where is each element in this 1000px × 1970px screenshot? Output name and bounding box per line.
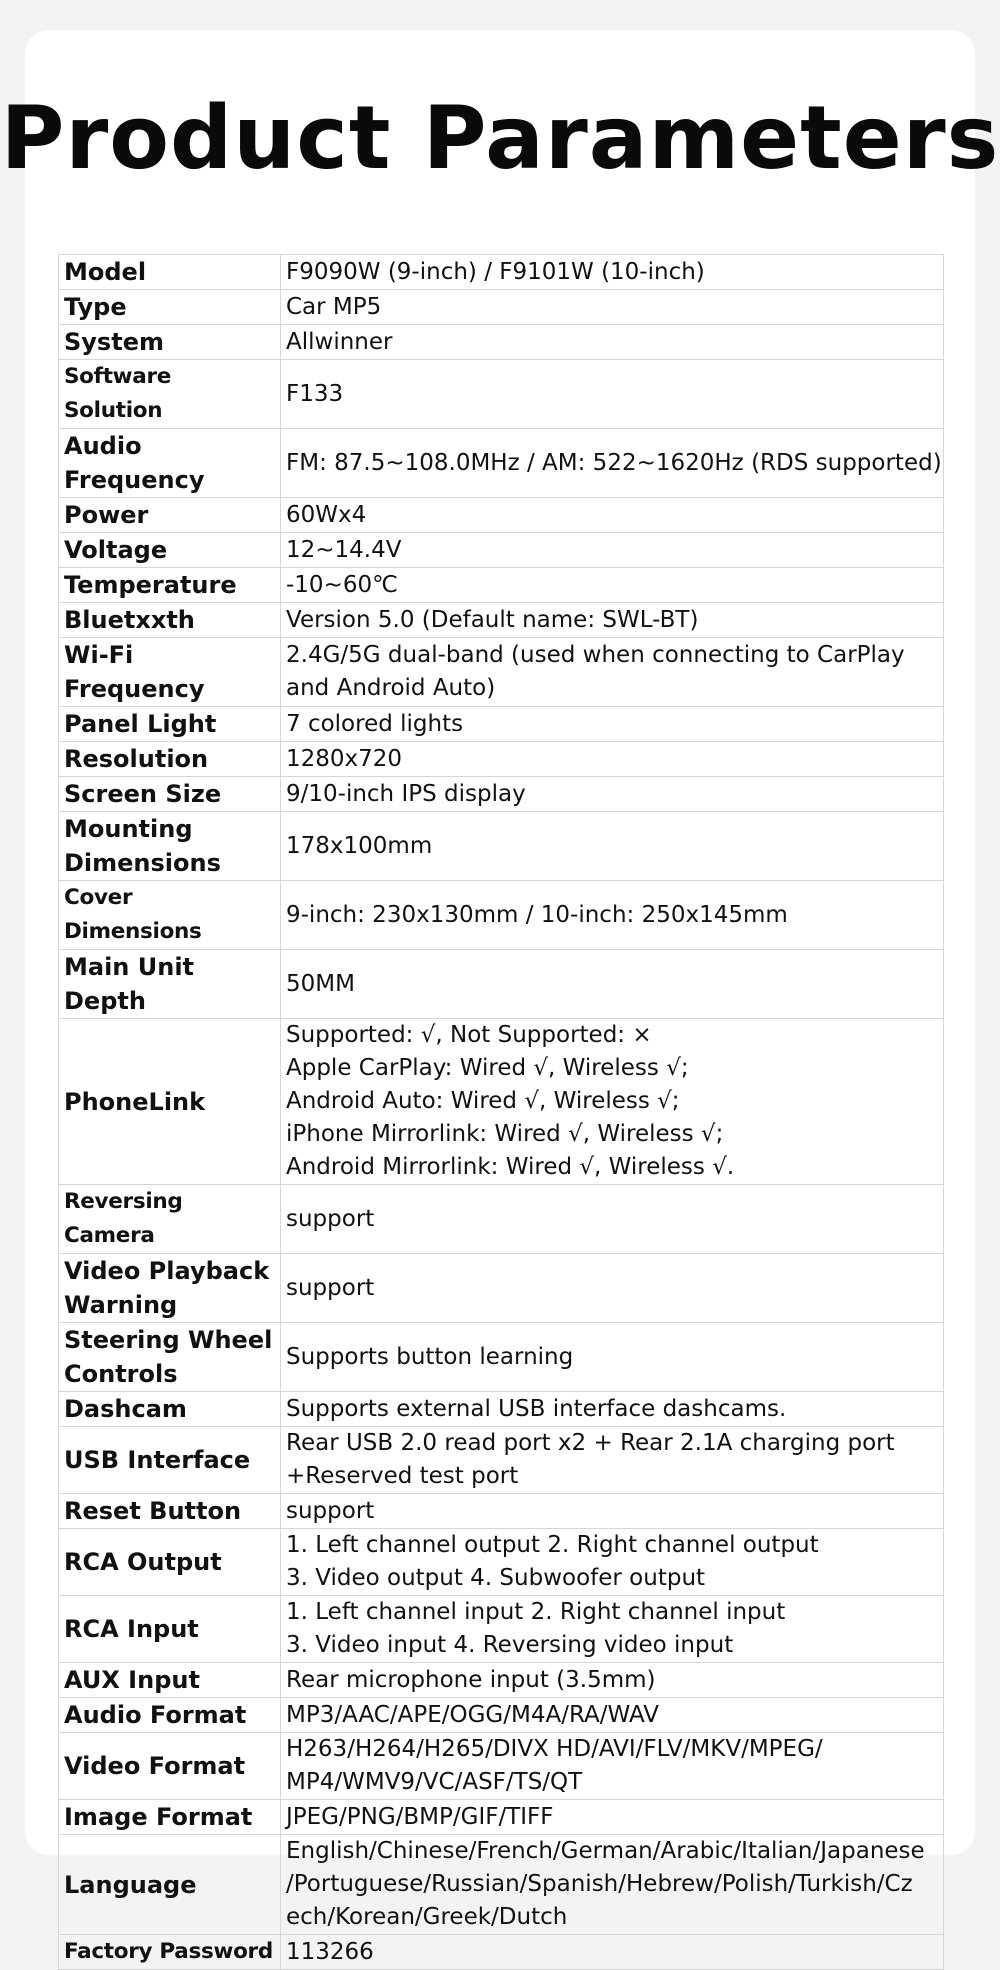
param-value (281, 1019, 944, 1185)
table-row (59, 1935, 944, 1970)
param-value (281, 707, 944, 742)
param-value-line: support (286, 1274, 375, 1301)
param-label: Image Format (59, 1800, 281, 1835)
param-value-line: Apple CarPlay: Wired √, Wireless √; (286, 1055, 689, 1081)
param-label: Voltage (59, 533, 281, 568)
param-value (281, 1254, 944, 1323)
param-value (281, 498, 944, 533)
param-value-line: iPhone Mirrorlink: Wired √, Wireless √; (286, 1121, 724, 1147)
param-value-line: F133 (286, 380, 344, 407)
param-value-line: Car MP5 (286, 293, 382, 320)
param-value-line: FM: 87.5~108.0MHz / AM: 522~1620Hz (RDS supported) (286, 449, 942, 476)
param-value-line: Rear microphone input (3.5mm) (286, 1666, 656, 1693)
table-row (59, 707, 944, 742)
table-row (59, 1019, 944, 1185)
param-value-line: MP4/WMV9/VC/ASF/TS/QT (286, 1769, 583, 1795)
table-row (59, 1529, 944, 1596)
param-value-line: ech/Korean/Greek/Dutch (286, 1904, 568, 1930)
param-label: Video Format (59, 1733, 281, 1800)
param-value (281, 360, 944, 429)
table-row (59, 812, 944, 881)
param-label: Dashcam (59, 1392, 281, 1427)
param-label: RCA Output (59, 1529, 281, 1596)
table-row (59, 603, 944, 638)
table-row (59, 325, 944, 360)
param-value-line: Rear USB 2.0 read port x2 + Rear 2.1A charging port (286, 1430, 895, 1456)
param-value (281, 1698, 944, 1733)
param-value (281, 1494, 944, 1529)
param-label: Mounting Dimensions (59, 812, 281, 881)
param-label: Model (59, 255, 281, 290)
param-label: AUX Input (59, 1663, 281, 1698)
param-value-line: H263/H264/H265/DIVX HD/AVI/FLV/MKV/MPEG/ (286, 1736, 823, 1762)
param-value (281, 812, 944, 881)
param-value-line: 50MM (286, 970, 355, 997)
param-value-line: and Android Auto) (286, 675, 496, 701)
param-value-line: Android Mirrorlink: Wired √, Wireless √. (286, 1154, 735, 1180)
table-row (59, 429, 944, 498)
param-value-line: +Reserved test port (286, 1463, 519, 1489)
param-value (281, 742, 944, 777)
param-value-line: Allwinner (286, 328, 393, 355)
param-value (281, 533, 944, 568)
param-label: PhoneLink (59, 1019, 281, 1185)
param-value-line: Android Auto: Wired √, Wireless √; (286, 1088, 680, 1114)
table-row (59, 1392, 944, 1427)
table-row (59, 498, 944, 533)
param-value-line: JPEG/PNG/BMP/GIF/TIFF (286, 1803, 554, 1830)
param-label: Power (59, 498, 281, 533)
param-value-line: Version 5.0 (Default name: SWL-BT) (286, 606, 699, 633)
param-value (281, 1185, 944, 1254)
table-row (59, 881, 944, 950)
param-label: Bluetxxth (59, 603, 281, 638)
table-row (59, 533, 944, 568)
param-label: Factory Password (59, 1935, 281, 1970)
param-label: Main Unit Depth (59, 950, 281, 1019)
table-row (59, 1663, 944, 1698)
param-value-line: 12~14.4V (286, 536, 402, 563)
param-value (281, 1529, 944, 1596)
param-label: System (59, 325, 281, 360)
param-label: Steering Wheel Controls (59, 1323, 281, 1392)
param-label: Language (59, 1835, 281, 1935)
param-value-line: 113266 (286, 1938, 374, 1965)
param-label: USB Interface (59, 1427, 281, 1494)
param-value-line: 60Wx4 (286, 501, 367, 528)
param-value (281, 1427, 944, 1494)
param-label: Type (59, 290, 281, 325)
param-label: Wi-Fi Frequency (59, 638, 281, 707)
table-row (59, 742, 944, 777)
param-label: Screen Size (59, 777, 281, 812)
param-value-line: Supports button learning (286, 1343, 574, 1370)
param-value-line: 1. Left channel input 2. Right channel input (286, 1599, 786, 1625)
table-row (59, 1835, 944, 1935)
param-label: Panel Light (59, 707, 281, 742)
table-row (59, 568, 944, 603)
param-value-line: 1280x720 (286, 745, 403, 772)
param-value (281, 1323, 944, 1392)
param-value (281, 1733, 944, 1800)
param-label: Cover Dimensions (59, 881, 281, 950)
param-value (281, 638, 944, 707)
table-row (59, 1254, 944, 1323)
param-value (281, 255, 944, 290)
param-value-line: MP3/AAC/APE/OGG/M4A/RA/WAV (286, 1701, 659, 1728)
param-value-line: support (286, 1205, 375, 1232)
param-value-line: Supported: √, Not Supported: × (286, 1022, 652, 1048)
page-title: Product Parameters (0, 87, 1000, 189)
param-label: Software Solution (59, 360, 281, 429)
param-value (281, 568, 944, 603)
table-row (59, 777, 944, 812)
param-value (281, 950, 944, 1019)
param-value (281, 1596, 944, 1663)
param-value (281, 325, 944, 360)
param-value (281, 1663, 944, 1698)
param-value-line: English/Chinese/French/German/Arabic/Italian/Japanese (286, 1838, 925, 1864)
param-value (281, 881, 944, 950)
table-row (59, 1185, 944, 1254)
table-row (59, 950, 944, 1019)
param-label: Video Playback Warning (59, 1254, 281, 1323)
table-row (59, 1800, 944, 1835)
param-label: Resolution (59, 742, 281, 777)
table-row (59, 1427, 944, 1494)
table-row (59, 1494, 944, 1529)
parameters-table (58, 254, 944, 1970)
table-row (59, 1323, 944, 1392)
param-value (281, 290, 944, 325)
param-value-line: -10~60℃ (286, 571, 398, 598)
param-value-line: /Portuguese/Russian/Spanish/Hebrew/Polish/Turkish/Cz (286, 1871, 913, 1897)
param-value (281, 1935, 944, 1970)
param-value (281, 1800, 944, 1835)
table-row (59, 255, 944, 290)
param-value-line: F9090W (9-inch) / F9101W (10-inch) (286, 258, 705, 285)
param-value (281, 1392, 944, 1427)
param-label: Temperature (59, 568, 281, 603)
param-value-line: 9-inch: 230x130mm / 10-inch: 250x145mm (286, 901, 788, 928)
param-value-line: support (286, 1497, 375, 1524)
param-value (281, 1835, 944, 1935)
table-row (59, 360, 944, 429)
param-value (281, 603, 944, 638)
parameters-table-body (59, 255, 944, 1970)
param-value (281, 429, 944, 498)
table-row (59, 1596, 944, 1663)
param-label: Reset Button (59, 1494, 281, 1529)
param-value-line: 3. Video output 4. Subwoofer output (286, 1565, 706, 1591)
param-value-line: 2.4G/5G dual-band (used when connecting to CarPlay (286, 642, 905, 668)
table-row (59, 1733, 944, 1800)
param-value-line: 178x100mm (286, 832, 433, 859)
param-label: Audio Frequency (59, 429, 281, 498)
param-label: Reversing Camera (59, 1185, 281, 1254)
param-value-line: Supports external USB interface dashcams. (286, 1395, 787, 1422)
param-value-line: 7 colored lights (286, 710, 464, 737)
param-label: RCA Input (59, 1596, 281, 1663)
param-value-line: 1. Left channel output 2. Right channel output (286, 1532, 819, 1558)
param-label: Audio Format (59, 1698, 281, 1733)
param-value-line: 9/10-inch IPS display (286, 780, 526, 807)
table-row (59, 638, 944, 707)
param-value-line: 3. Video input 4. Reversing video input (286, 1632, 734, 1658)
param-value (281, 777, 944, 812)
table-row (59, 1698, 944, 1733)
table-row (59, 290, 944, 325)
